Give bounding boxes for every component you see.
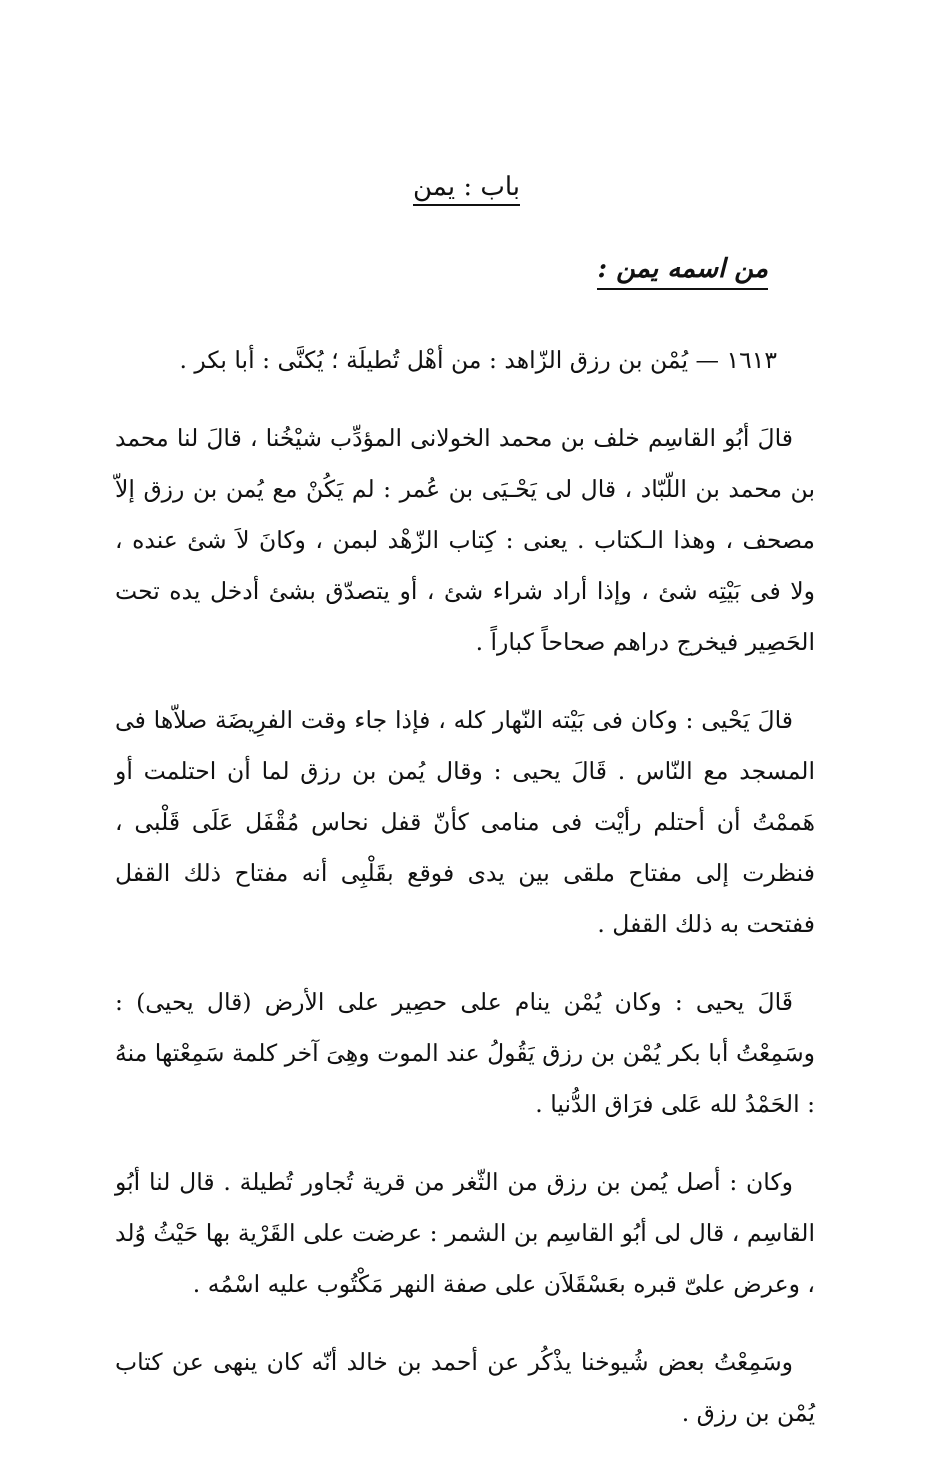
body-text xyxy=(115,335,815,1466)
chapter-title-text: باب : يمن xyxy=(413,172,520,206)
section-heading: من اسمه يمن : xyxy=(597,254,768,290)
entry-paragraph: ١٦١٣ — يُمْن بن رزق الزّاهد : من أهْل تُطيلَة ؛ يُكنَّى : أبا بكر . xyxy=(179,346,777,374)
text-paragraph: وكان : أصل يُمن بن رزق من الثّغر من قرية تُجاور تُطيلة . قال لنا أبُو القاسِم ، قال لى أبُو القاسِم بن الشمر : عرضت على القَرْية بها حَيْثُ وُلد ، وعرض علىّ قبره بعَسْقَلاَن على صفة النهر مَكْتُوب عليه اسْمُه . xyxy=(115,1168,815,1298)
chapter-title xyxy=(0,172,933,206)
text-paragraph: وسَمِعْتُ بعض شُيوخنا يذْكُر عن أحمد بن خالد أنّه كان ينهى عن كتاب يُمْن بن رزق . xyxy=(115,1348,815,1427)
text-paragraph: قالَ يَحْيى : وكان فى بَيْته النّهار كله ، فإذا جاء وقت الفرِيضَة صلاّها فى المسجد مع النّاس . قَالَ يحيى : وقال يُمن بن رزق لما أن احتلمت أو هَممْتُ أن أحتلم رأيْت فى منامى كأنّ قفل نحاس مُقْفَل عَلَى قَلْبى ، فنظرت إلى مفتاح ملقى بين يدى فوقع بقَلْبِى أنه مفتاح ذلك القفل ففتحت به ذلك القفل . xyxy=(115,706,815,938)
text-paragraph: قَالَ يحيى : وكان يُمْن ينام على حصِير على الأرض (قال يحيى) : وسَمِعْتُ أبا بكر يُمْن بن رزق يَقُولُ عند الموت وهِىَ آخر كلمة سَمِعْتها منهُ : الحَمْدُ لله عَلى فرَاق الدُّنيا . xyxy=(115,988,815,1118)
text-paragraph: قالَ أبُو القاسِم خلف بن محمد الخولانى المؤدِّب شيْخُنا ، قالَ لنا محمد بن محمد بن اللّبّاد ، قال لى يَحْـيَى بن عُمر : لم يَكُنْ مع يُمن بن رزق إلاّ مصحف ، وهذا الـكتاب . يعنى : كِتاب الزّهْد لبمن ، وكانَ لاَ شئ عنده ، ولا فى بَيْتِه شئ ، وإذا أراد شراء شئ ، أو يتصدّق بشئ أدخل يده تحت الحَصِير فيخرج دراهم صحاحاً كباراً . xyxy=(115,424,815,656)
